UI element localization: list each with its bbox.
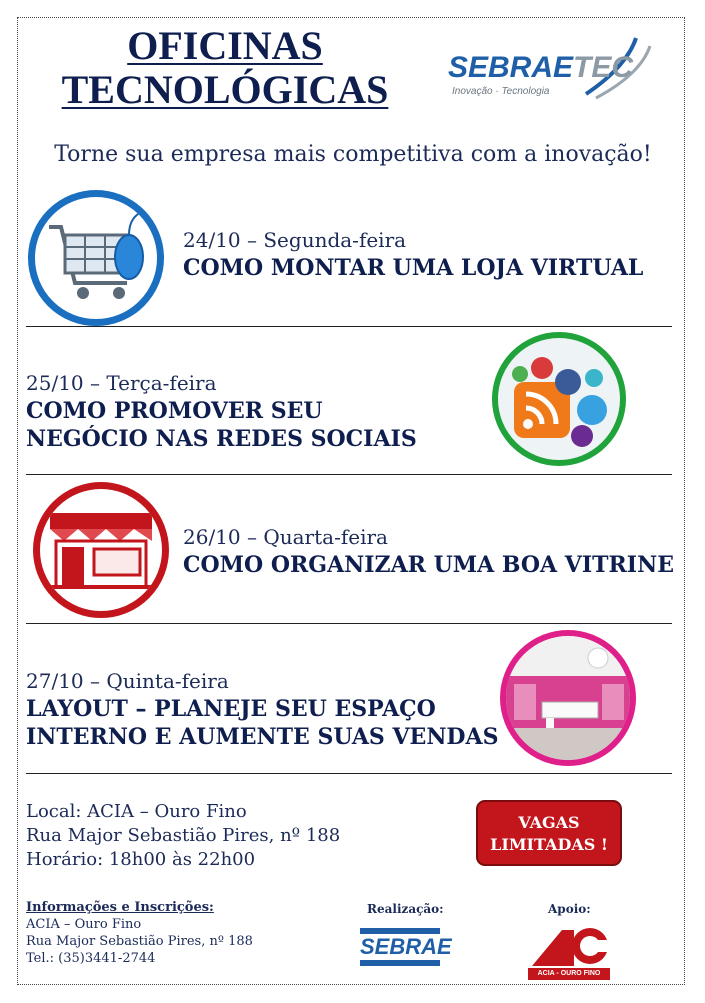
apoio-label: Apoio:: [548, 902, 591, 916]
contact-heading: Informações e Inscrições:: [26, 900, 214, 915]
vagas-line-1: VAGAS: [518, 813, 580, 832]
event-1-image: [28, 190, 164, 326]
sebraetec-logo: [448, 38, 668, 108]
divider: [26, 623, 672, 624]
contact-block: [26, 899, 326, 967]
event-1-date: 24/10 – Segunda-feira: [183, 228, 407, 252]
divider: [26, 326, 672, 327]
vagas-badge: [476, 800, 622, 866]
title-line-2: TECNOLÓGICAS: [61, 67, 389, 112]
event-2-date: 25/10 – Terça-feira: [26, 371, 217, 395]
store-interior-icon: [506, 636, 630, 760]
event-2-topic-line-2: NEGÓCIO NAS REDES SOCIAIS: [26, 426, 417, 452]
shopping-cart-icon: [35, 197, 157, 319]
location-local: Local: ACIA – Ouro Fino: [26, 801, 247, 822]
event-4-image: [500, 630, 636, 766]
event-3-topic: COMO ORGANIZAR UMA BOA VITRINE: [183, 552, 674, 578]
event-3-date: 26/10 – Quarta-feira: [183, 525, 388, 549]
event-4-date: 27/10 – Quinta-feira: [26, 669, 229, 693]
location-hours: Horário: 18h00 às 22h00: [26, 849, 256, 870]
event-2-topic-line-1: COMO PROMOVER SEU: [26, 398, 323, 424]
divider: [26, 773, 672, 774]
event-2-image: [492, 332, 626, 466]
event-4-topic-line-1: LAYOUT – PLANEJE SEU ESPAÇO: [26, 696, 436, 722]
acia-logo-icon: [528, 924, 610, 970]
social-media-icon: [498, 338, 620, 460]
event-4-topic-line-2: INTERNO E AUMENTE SUAS VENDAS: [26, 724, 499, 750]
contact-line-3: Tel.: (35)3441-2744: [26, 951, 156, 966]
logo-name: SEBRAETEC: [448, 51, 634, 84]
contact-line-1: ACIA – Ouro Fino: [26, 917, 142, 932]
event-1-topic: COMO MONTAR UMA LOJA VIRTUAL: [183, 255, 644, 281]
sebrae-logo: [360, 926, 452, 970]
realizacao-label: Realização:: [367, 902, 444, 916]
divider: [26, 474, 672, 475]
logo-subtitle: Inovação · Tecnologia: [452, 86, 550, 97]
storefront-icon: [40, 489, 162, 611]
title-line-1: OFICINAS: [127, 23, 323, 68]
tagline: Torne sua empresa mais competitiva com a inovação!: [54, 142, 652, 167]
acia-logo: [528, 924, 610, 980]
vagas-line-2: LIMITADAS !: [490, 835, 608, 854]
event-3-image: [33, 482, 169, 618]
location-address: Rua Major Sebastião Pires, nº 188: [26, 825, 341, 846]
sebrae-logo-text: SEBRAE: [360, 934, 452, 959]
page-title: [40, 24, 410, 112]
acia-logo-text: ACIA - OURO FINO: [528, 968, 610, 980]
contact-line-2: Rua Major Sebastião Pires, nº 188: [26, 934, 253, 949]
